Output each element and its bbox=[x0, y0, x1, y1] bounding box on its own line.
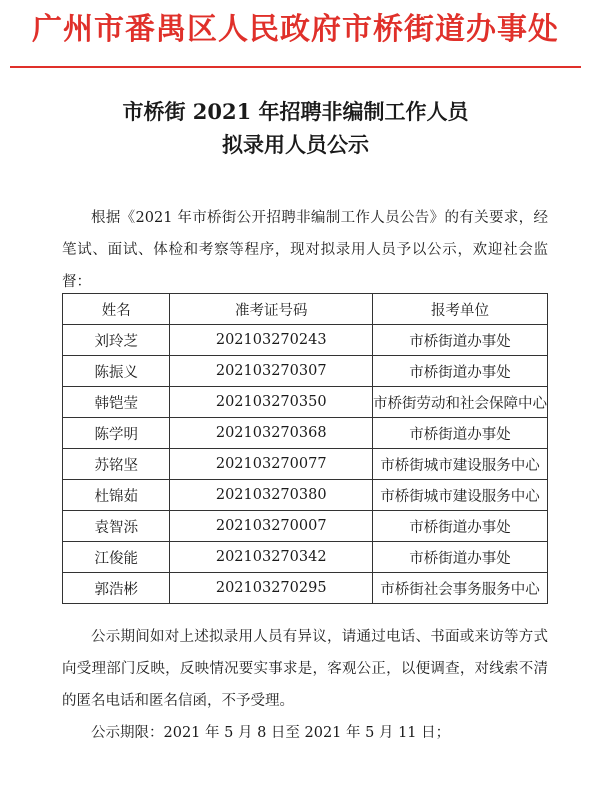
cell-unit: 市桥街道办事处 bbox=[372, 325, 547, 356]
cell-unit: 市桥街城市建设服务中心 bbox=[372, 449, 547, 480]
cell-name: 陈振义 bbox=[63, 356, 170, 387]
table-row bbox=[63, 325, 548, 356]
cell-exam-number: 202103270350 bbox=[170, 387, 373, 418]
cell-name: 郭浩彬 bbox=[63, 573, 170, 604]
cell-unit: 市桥街道办事处 bbox=[372, 511, 547, 542]
cell-exam-number: 202103270380 bbox=[170, 480, 373, 511]
cell-unit: 市桥街城市建设服务中心 bbox=[372, 480, 547, 511]
header-red-rule bbox=[10, 66, 581, 68]
candidate-table bbox=[62, 293, 548, 604]
table-row bbox=[63, 387, 548, 418]
table-body bbox=[63, 325, 548, 604]
document-title-line2: 拟录用人员公示 bbox=[222, 132, 369, 157]
table-row bbox=[63, 480, 548, 511]
cell-name: 苏铭坚 bbox=[63, 449, 170, 480]
cell-exam-number: 202103270307 bbox=[170, 356, 373, 387]
cell-name: 韩铠莹 bbox=[63, 387, 170, 418]
table-row bbox=[63, 542, 548, 573]
cell-exam-number: 202103270295 bbox=[170, 573, 373, 604]
table-row bbox=[63, 418, 548, 449]
cell-exam-number: 202103270342 bbox=[170, 542, 373, 573]
issuing-authority-header: 广州市番禺区人民政府市桥街道办事处 bbox=[32, 12, 559, 47]
notice-paragraph: 公示期间如对上述拟录用人员有异议，请通过电话、书面或来访等方式向受理部门反映，反映情况要实事求是，客观公正，以便调查，对线索不清的匿名电话和匿名信函，不予受理。 bbox=[62, 629, 548, 709]
cell-name: 刘玲芝 bbox=[63, 325, 170, 356]
publicity-period: 公示期限：2021 年 5 月 8 日至 2021 年 5 月 11 日； bbox=[91, 725, 451, 741]
cell-name: 陈学明 bbox=[63, 418, 170, 449]
cell-unit: 市桥街道办事处 bbox=[372, 418, 547, 449]
table-header-row bbox=[63, 294, 548, 325]
cell-name: 江俊能 bbox=[63, 542, 170, 573]
column-header-unit: 报考单位 bbox=[372, 294, 547, 325]
intro-paragraph: 根据《2021 年市桥街公开招聘非编制工作人员公告》的有关要求，经笔试、面试、体检和考察等程序，现对拟录用人员予以公示，欢迎社会监督： bbox=[62, 210, 548, 290]
document-title-line1: 市桥街 2021 年招聘非编制工作人员 bbox=[122, 99, 469, 124]
column-header-exam-number: 准考证号码 bbox=[170, 294, 373, 325]
table-row bbox=[63, 449, 548, 480]
cell-unit: 市桥街道办事处 bbox=[372, 356, 547, 387]
cell-unit: 市桥街道办事处 bbox=[372, 542, 547, 573]
table-row bbox=[63, 573, 548, 604]
column-header-name: 姓名 bbox=[63, 294, 170, 325]
cell-exam-number: 202103270077 bbox=[170, 449, 373, 480]
table-row bbox=[63, 356, 548, 387]
cell-exam-number: 202103270007 bbox=[170, 511, 373, 542]
cell-unit: 市桥街劳动和社会保障中心 bbox=[372, 387, 547, 418]
table-row bbox=[63, 511, 548, 542]
cell-name: 杜锦茹 bbox=[63, 480, 170, 511]
cell-exam-number: 202103270243 bbox=[170, 325, 373, 356]
cell-unit: 市桥街社会事务服务中心 bbox=[372, 573, 547, 604]
cell-exam-number: 202103270368 bbox=[170, 418, 373, 449]
cell-name: 袁智泺 bbox=[63, 511, 170, 542]
